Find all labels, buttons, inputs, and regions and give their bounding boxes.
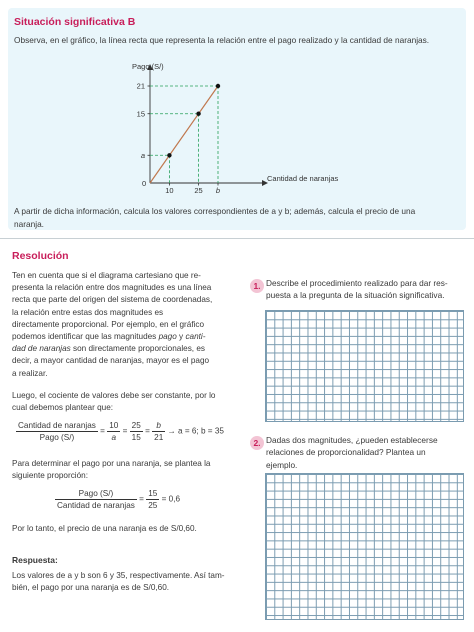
resolution-paragraph-4: Por lo tanto, el precio de una naranja es de S/0,60. bbox=[12, 524, 197, 533]
x-tick-label: 10 bbox=[165, 186, 174, 195]
x-tick-label: 25 bbox=[194, 186, 203, 195]
numerator: b bbox=[152, 420, 165, 432]
text-line: la relación entre estas dos magnitudes es bbox=[12, 307, 164, 317]
denominator: 25 bbox=[148, 501, 158, 510]
situation-question-line2: naranja. bbox=[14, 219, 44, 229]
numerator: Cantidad de naranjas bbox=[18, 421, 96, 430]
x-axis-label: Cantidad de naranjas bbox=[267, 174, 339, 183]
text-run: y bbox=[176, 332, 186, 342]
resolution-paragraph-2 bbox=[12, 390, 232, 414]
text-line: Describe el procedimiento realizado para dar res- bbox=[266, 278, 448, 288]
data-point bbox=[196, 112, 200, 116]
x-tick-label: b bbox=[215, 186, 221, 195]
text-line: a realizar. bbox=[12, 368, 48, 378]
text-line: directamente proporcional. Por ejemplo, en el gráfico bbox=[12, 319, 205, 329]
equation-result: = 0,6 bbox=[161, 494, 181, 504]
italic-term: pago bbox=[158, 332, 177, 342]
y-axis-label: Pago (S/) bbox=[132, 62, 164, 71]
text-run: son directamente proporcionales, es bbox=[70, 344, 205, 354]
text-line: siguiente proporción: bbox=[12, 471, 89, 481]
text-line bbox=[12, 343, 232, 355]
denominator: Pago (S/) bbox=[39, 433, 75, 442]
data-point bbox=[167, 153, 171, 157]
question-1-text bbox=[266, 277, 466, 302]
text-line: bién, el pago por una naranja es de S/0,60. bbox=[12, 583, 170, 593]
y-tick-label: 15 bbox=[136, 109, 145, 119]
text-line: puesta a la pregunta de la situación significativa. bbox=[266, 290, 445, 301]
data-point bbox=[216, 84, 220, 88]
answer-title: Respuesta: bbox=[12, 555, 58, 565]
text-line: Dadas dos magnitudes, ¿pueden establecerse bbox=[266, 435, 438, 445]
text-line: recta que parte del origen del sistema de coordenadas, bbox=[12, 295, 213, 305]
text-line: Los valores de a y b son 6 y 35, respectivamente. Así tam- bbox=[12, 571, 225, 580]
y-tick-label: a bbox=[140, 150, 145, 160]
denominator: a bbox=[111, 433, 117, 442]
resolution-paragraph-3 bbox=[12, 458, 232, 482]
numerator: 10 bbox=[109, 421, 119, 430]
situation-intro: Observa, en el gráfico, la línea recta que representa la relación entre el pago realizado y la cantidad de naranjas. bbox=[14, 35, 430, 45]
y-tick-label: 21 bbox=[136, 81, 145, 91]
equals-sign: = bbox=[100, 426, 105, 436]
denominator: Cantidad de naranjas bbox=[57, 501, 135, 510]
situation-question-line1: A partir de dicha información, calcula los valores correspondientes de a y b; además, calcula el precio de una bbox=[14, 206, 416, 216]
situation-title: Situación significativa B bbox=[14, 16, 136, 28]
answer-grid-1[interactable] bbox=[265, 310, 464, 422]
text-line: presenta la relación entre dos magnitudes es una línea bbox=[12, 283, 212, 293]
text-line: Ten en cuenta que si el diagrama cartesiano que re- bbox=[12, 271, 201, 280]
answer-grid-2[interactable] bbox=[265, 473, 464, 620]
equals-sign: = bbox=[122, 426, 128, 436]
fraction bbox=[152, 420, 165, 443]
text-line: Para determinar el pago por una naranja, se plantea la bbox=[12, 459, 211, 468]
text-line: decir, a mayor cantidad de naranjas, mayor es el pago bbox=[12, 356, 210, 366]
numerator: 15 bbox=[148, 489, 158, 498]
numerator: 25 bbox=[131, 421, 141, 430]
text-line: ejemplo. bbox=[266, 459, 298, 470]
text-line bbox=[12, 331, 232, 343]
answer-text bbox=[12, 570, 232, 594]
italic-term: canti- bbox=[185, 332, 206, 342]
question-2-number: 2. bbox=[250, 436, 264, 450]
fraction bbox=[55, 488, 137, 511]
question-2-text bbox=[266, 434, 466, 471]
equals-sign: = bbox=[145, 426, 150, 436]
question-1-number: 1. bbox=[250, 279, 264, 293]
equals-sign: = bbox=[139, 494, 144, 504]
denominator: 15 bbox=[131, 433, 141, 442]
resolution-title: Resolución bbox=[12, 250, 69, 262]
fraction bbox=[130, 420, 143, 443]
italic-term: dad de naranjas bbox=[12, 344, 71, 354]
text-line: cual debemos plantear que: bbox=[12, 403, 114, 413]
text-line: relaciones de proporcionalidad? Plantea un bbox=[266, 447, 426, 458]
text-line: Luego, el cociente de valores debe ser constante, por lo bbox=[12, 391, 216, 400]
proportionality-chart bbox=[130, 60, 370, 200]
fraction bbox=[16, 420, 98, 443]
fraction bbox=[107, 420, 120, 443]
resolution-paragraph-1 bbox=[12, 270, 232, 380]
fraction bbox=[146, 488, 159, 511]
text-run: podemos identificar que las magnitudes bbox=[12, 332, 159, 342]
denominator: 21 bbox=[154, 433, 164, 442]
numerator: Pago (S/) bbox=[55, 488, 137, 500]
series-line bbox=[150, 86, 218, 183]
equation-unit-price bbox=[55, 488, 180, 511]
section-divider bbox=[0, 238, 474, 239]
equation-result: → a = 6; b = 35 bbox=[167, 426, 224, 436]
origin-label: 0 bbox=[142, 179, 147, 188]
equation-ratios bbox=[16, 420, 224, 443]
